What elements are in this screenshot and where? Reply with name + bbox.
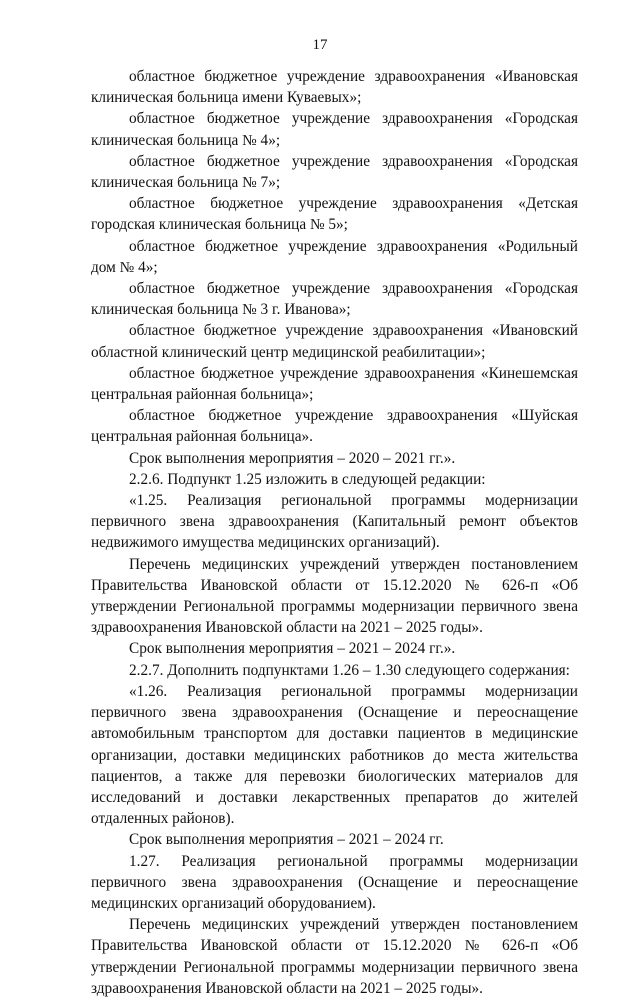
- paragraph: областное бюджетное учреждение здравоохранения «Кинешемская центральная районная больница»;: [91, 364, 578, 404]
- paragraph: 2.2.6. Подпункт 1.25 изложить в следующей редакции:: [129, 470, 486, 488]
- paragraph: областное бюджетное учреждение здравоохранения «Родильный дом № 4»;: [91, 237, 578, 276]
- paragraph: областное бюджетное учреждение здравоохранения «Городская клиническая больница № 3 г. Иванова»;: [91, 280, 578, 319]
- paragraph: 1.27. Реализация региональной программы модернизации первичного звена здравоохранения (Оснащение и переоснащение медицинских организаций оборудованием).: [91, 852, 578, 912]
- paragraph: областное бюджетное учреждение здравоохранения «Ивановский областной клинический центр медицинской реабилитации»;: [91, 322, 578, 361]
- paragraph: областное бюджетное учреждение здравоохранения «Шуйская центральная районная больница».: [91, 407, 578, 446]
- document-body: [91, 66, 578, 999]
- paragraph: областное бюджетное учреждение здравоохранения «Детская городская клиническая больница № 5»;: [91, 195, 578, 234]
- paragraph: 2.2.7. Дополнить подпунктами 1.26 – 1.30 следующего содержания:: [129, 661, 570, 679]
- page-number: 17: [312, 37, 328, 53]
- paragraph: Срок выполнения мероприятия – 2020 – 2021 гг.».: [129, 449, 456, 467]
- paragraph: Перечень медицинских учреждений утвержден постановлением Правительства Ивановской области от 15.12.2020 № 626-п «Об утверждении Региональной программы модернизации первичного звена здравоохранения Ивановской области на 2021 – 2025 годы».: [91, 555, 578, 637]
- paragraph: областное бюджетное учреждение здравоохранения «Городская клиническая больница № 4»;: [91, 110, 578, 149]
- paragraph: областное бюджетное учреждение здравоохранения «Ивановская клиническая больница имени Куваевых»;: [91, 68, 578, 107]
- paragraph: Перечень медицинских учреждений утвержден постановлением Правительства Ивановской области от 15.12.2020 № 626-п «Об утверждении Региональной программы модернизации первичного звена здравоохранения Ивановской области на 2021 – 2025 годы».: [91, 916, 578, 997]
- paragraph: «1.26. Реализация региональной программы модернизации первичного звена здравоохранения (Оснащение и переоснащение автомобильным транспортом для доставки пациентов в медицинские организации, доставки медицинских работников до места жительства пациентов, а также для перевозки биологических материалов для исследований и доставки лекарственных препаратов до жителей отдаленных районов).: [91, 682, 578, 828]
- paragraph: «1.25. Реализация региональной программы модернизации первичного звена здравоохранения (Капитальный ремонт объектов недвижимого имущества медицинских организаций).: [91, 492, 578, 552]
- paragraph: Срок выполнения мероприятия – 2021 – 2024 гг.: [129, 831, 444, 849]
- paragraph: Срок выполнения мероприятия – 2021 – 2024 гг.».: [129, 640, 456, 658]
- paragraph: областное бюджетное учреждение здравоохранения «Городская клиническая больница № 7»;: [91, 152, 578, 192]
